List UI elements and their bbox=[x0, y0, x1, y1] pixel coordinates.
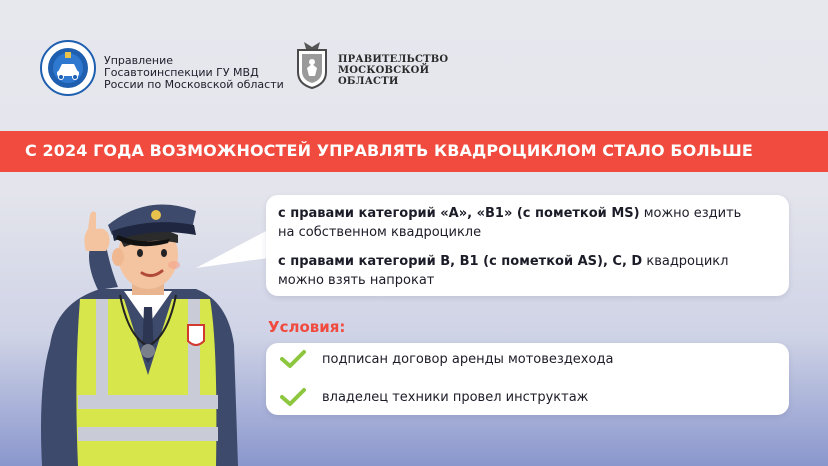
conditions-title: Условия: bbox=[268, 318, 346, 336]
traffic-officer-illustration bbox=[28, 195, 258, 466]
condition-text: подписан договор аренды мотовездехода bbox=[322, 351, 614, 367]
gov-line: МОСКОВСКОЙ bbox=[338, 65, 430, 76]
gov-caption bbox=[338, 54, 448, 87]
bubble-paragraph-1 bbox=[278, 204, 741, 242]
gibdd-line: Управление bbox=[104, 54, 174, 67]
gov-line: ОБЛАСТИ bbox=[338, 76, 399, 87]
bubble-paragraph-1-bold: с правами категорий «А», «В1» (с пометкой MS) bbox=[278, 206, 640, 221]
checkmark-icon bbox=[280, 349, 306, 369]
bubble-paragraph-1-line2: на собственном квадроцикле bbox=[278, 225, 482, 240]
gibdd-caption bbox=[104, 55, 284, 91]
bubble-paragraph-2-line2: можно взять напрокат bbox=[278, 273, 435, 288]
gibdd-emblem-icon bbox=[40, 40, 96, 96]
bubble-paragraph-2-bold: с правами категорий В, В1 (с пометкой AS), С, D bbox=[278, 254, 643, 269]
bubble-paragraph-2 bbox=[278, 252, 728, 290]
header bbox=[0, 0, 828, 130]
condition-text: владелец техники провел инструктаж bbox=[322, 389, 589, 405]
gibdd-line: России по Московской области bbox=[104, 78, 284, 91]
checkmark-icon bbox=[280, 387, 306, 407]
condition-item bbox=[280, 385, 588, 409]
bubble-paragraph-1-rest: можно ездить bbox=[639, 206, 742, 221]
banner-title: С 2024 ГОДА ВОЗМОЖНОСТЕЙ УПРАВЛЯТЬ КВАДРОЦИКЛОМ СТАЛО БОЛЬШЕ bbox=[25, 141, 753, 160]
gov-line: ПРАВИТЕЛЬСТВО bbox=[338, 54, 449, 65]
bubble-paragraph-2-rest: квадроцикл bbox=[642, 254, 729, 269]
gibdd-line: Госавтоинспекции ГУ МВД bbox=[104, 66, 259, 79]
moscow-region-coat-of-arms-icon bbox=[294, 40, 330, 90]
condition-item bbox=[280, 347, 613, 371]
